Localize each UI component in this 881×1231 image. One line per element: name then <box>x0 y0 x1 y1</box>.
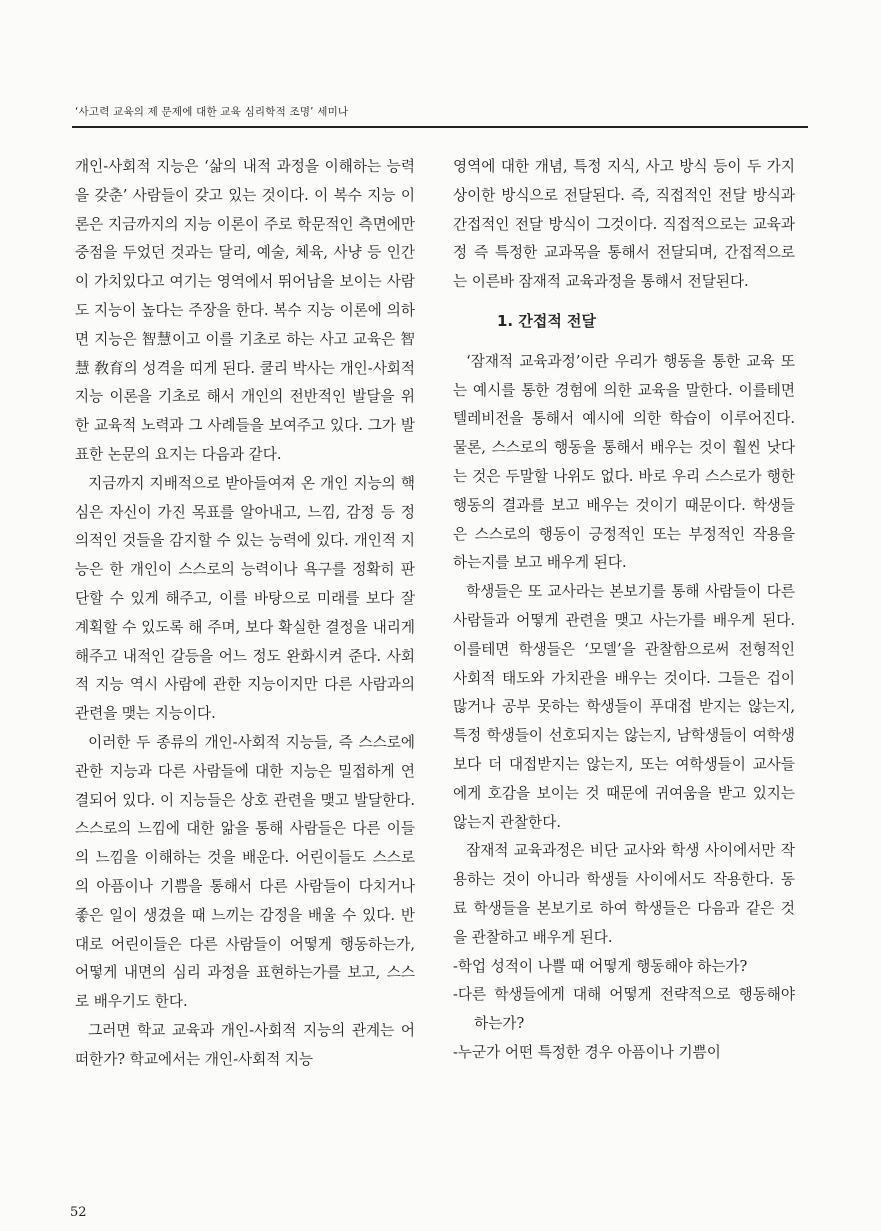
section-heading: 1. 간접적 전달 <box>497 311 597 330</box>
running-header: ‘사고력 교육의 제 문제에 대한 교육 심리학적 조명’ 세미나 <box>75 106 349 118</box>
list-item: -학업 성적이 나쁠 때 어떻게 행동해야 하는가? <box>453 957 748 975</box>
paragraph: ‘잠재적 교육과정’이란 우리가 행동을 통한 교육 또는 예시를 통한 경험에 의한 교육을 말한다. 이를테면 텔레비전을 통해서 예시에 의한 학습이 이루어진다. 물론, 스스로의 행동을 통해서 배우는 것이 훨씬 낫다는 것은 두말할 나위도 없다. 바로 우리 스스로가 행한 행동의 결과를 보고 배우는 것이기 때문이다. 학생들은 스스로의 행동이 긍정적인 또는 부정적인 작용을 하는지를 보고 배우게 된다. <box>453 352 795 572</box>
page-number: 52 <box>70 1205 87 1220</box>
paragraph: 개인-사회적 지능은 ‘삶의 내적 과정을 이해하는 능력을 갖춘’ 사람들이 갖고 있는 것이다. 이 복수 지능 이론은 지금까지의 지능 이론이 주로 학문적인 측면에만 중점을 두었던 것과는 달리, 예술, 체육, 사냥 등 인간이 가치있다고 여기는 영역에서 뛰어남을 보이는 사람도 지능이 높다는 주장을 한다. 복수 지능 이론에 의하면 지능은 智慧이고 이를 기초로 하는 사고 교육은 智慧 敎育의 성격을 띠게 된다. 쿨리 박사는 개인-사회적 지능 이론을 기초로 해서 개인의 전반적인 발달을 위한 교육적 노력과 그 사례들을 보여주고 있다. 그가 발표한 논문의 요지는 다음과 같다. <box>75 158 415 463</box>
paragraph: 그러면 학교 교육과 개인-사회적 지능의 관계는 어떠한가? 학교에서는 개인-사회적 지능 <box>75 1021 415 1068</box>
paragraph: 이러한 두 종류의 개인-사회적 지능들, 즉 스스로에 관한 지능과 다른 사람들에 대한 지능은 밀접하게 연결되어 있다. 이 지능들은 상호 관련을 맺고 발달한다. 스스로의 느낌에 대한 앎을 통해 사람들은 다른 이들의 느낌을 이해하는 것을 배운다. 어린이들도 스스로의 아픔이나 기쁨을 통해서 다른 사람들이 다치거나 좋은 일이 생겼을 때 느끼는 감정을 배울 수 있다. 반대로 어린이들은 다른 사람들이 어떻게 행동하는가, 어떻게 내면의 심리 과정을 표현하는가를 보고, 스스로 배우기도 한다. <box>75 733 415 1011</box>
list-item: -누군가 어떤 특정한 경우 아픔이나 기쁨이 <box>453 1043 721 1061</box>
list-item: -다른 학생들에게 대해 어떻게 전략적으로 행동해야 하는가? <box>453 986 795 1033</box>
header-rule <box>72 126 808 128</box>
paragraph: 영역에 대한 개념, 특정 지식, 사고 방식 등이 두 가지 상이한 방식으로 전달된다. 즉, 직접적인 전달 방식과 간접적인 전달 방식이 그것이다. 직접적으로는 교육과정 즉 특정한 교과목을 통해서 전달되며, 간접적으로는 이른바 잠재적 교육과정을 통해서 전달된다. <box>453 158 795 291</box>
paragraph: 학생들은 또 교사라는 본보기를 통해 사람들이 다른 사람들과 어떻게 관련을 맺고 사는가를 배우게 된다. 이를테면 학생들은 ‘모델’을 관찰함으로써 전형적인 사회적 태도와 가치관을 배우는 것이다. 그들은 겁이 많거나 공부 못하는 학생들이 푸대접 받지는 않는지, 특정 학생들이 선호되지는 않는지, 남학생들이 여학생보다 더 대접받지는 않는지, 또는 여학생들이 교사들에게 호감을 보이는 것 때문에 귀여움을 받고 있지는 않는지 관찰한다. <box>453 583 795 831</box>
paragraph: 지금까지 지배적으로 받아들여져 온 개인 지능의 핵심은 자신이 가진 목표를 알아내고, 느낌, 감정 등 정의적인 것들을 감지할 수 있는 능력에 있다. 개인적 지능은 한 개인이 스스로의 능력이나 욕구를 정확히 판단할 수 있게 해주고, 이를 바탕으로 미래를 보다 잘 계획할 수 있도록 해 주며, 보다 확실한 결정을 내리게 해주고 내적인 갈등을 어느 정도 완화시켜 준다. 사회적 지능 역시 사람에 관한 지능이지만 다른 사람과의 관련을 맺는 지능이다. <box>75 474 415 723</box>
left-column <box>75 153 415 1075</box>
paragraph: 잠재적 교육과정은 비단 교사와 학생 사이에서만 작용하는 것이 아니라 학생들 사이에서도 작용한다. 동료 학생들을 본보기로 하여 학생들은 다음과 같은 것을 관찰하고 배우게 된다. <box>453 842 795 946</box>
right-column <box>453 153 795 1068</box>
